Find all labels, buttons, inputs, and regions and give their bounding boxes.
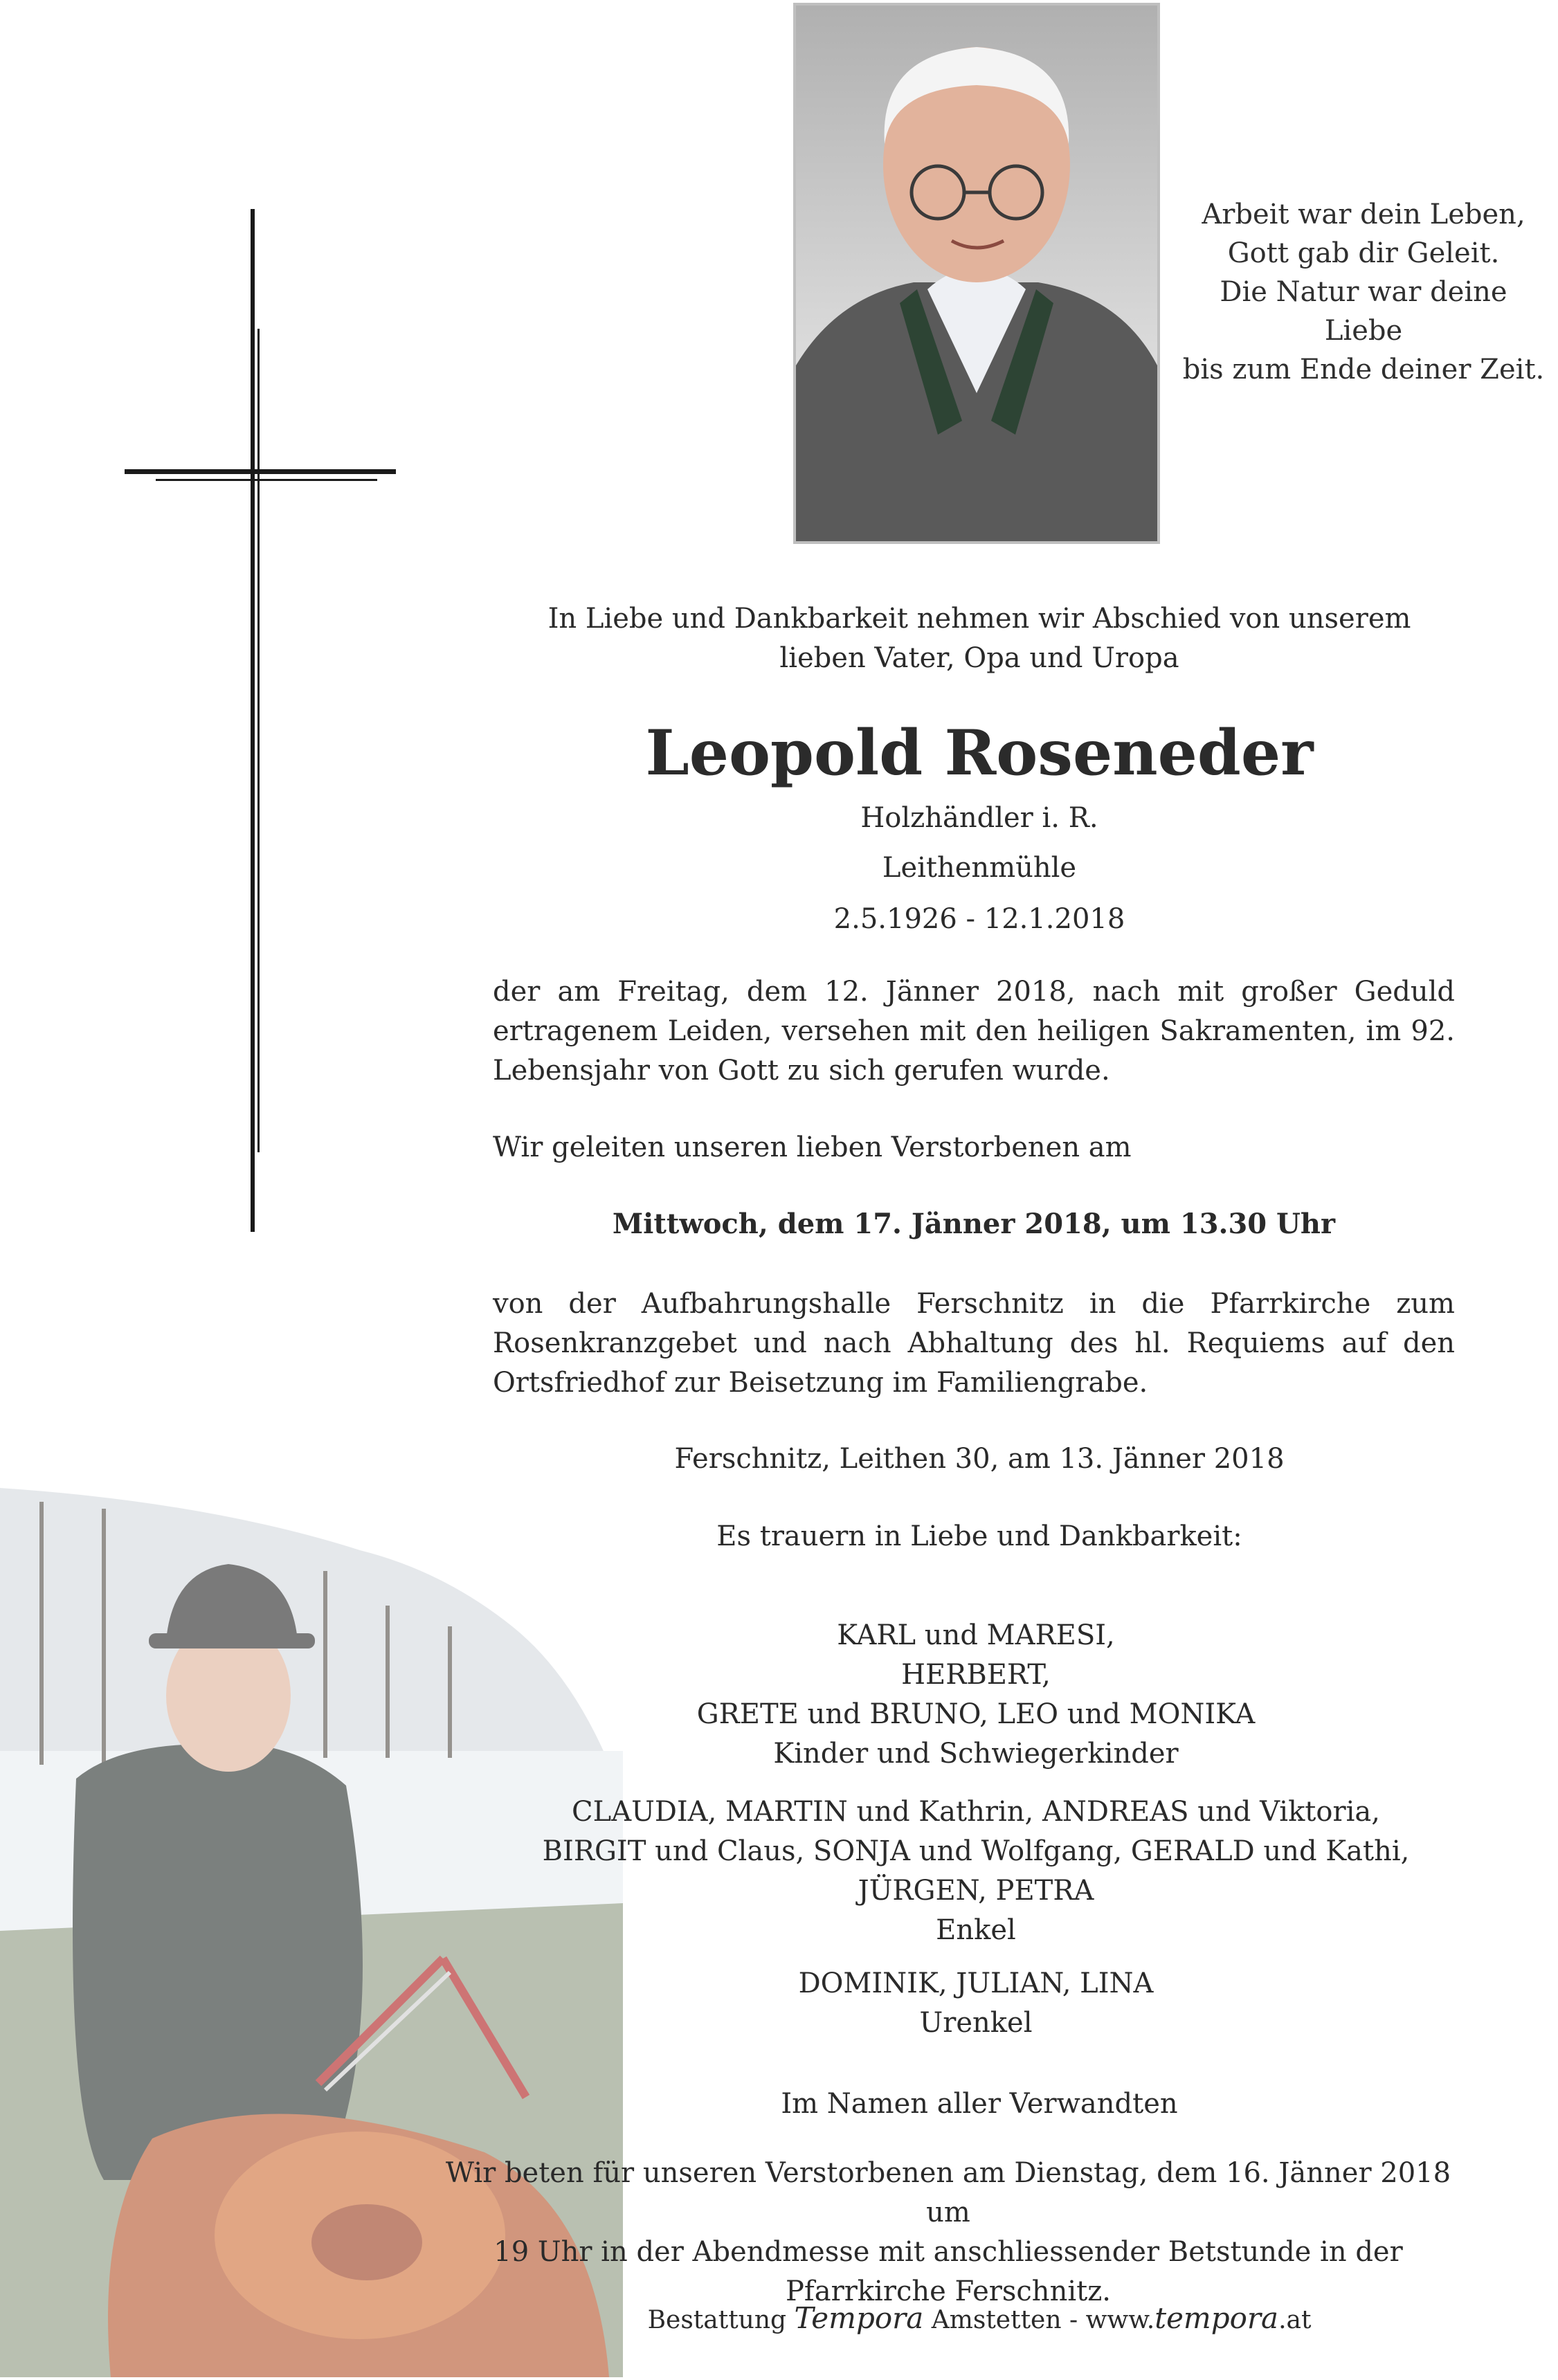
portrait-image bbox=[796, 6, 1157, 541]
list-item: DOMINIK, JULIAN, LINA bbox=[798, 1968, 1154, 1999]
cross-icon-inner-horizontal bbox=[156, 479, 377, 481]
intro-line: In Liebe und Dankbarkeit nehmen wir Abschied von unserem bbox=[547, 603, 1411, 635]
footer-prefix: Bestattung bbox=[647, 2306, 787, 2334]
list-item: Enkel bbox=[936, 1914, 1016, 1946]
poem-line: bis zum Ende deiner Zeit. bbox=[1182, 354, 1545, 385]
life-dates: 2.5.1926 - 12.1.2018 bbox=[833, 903, 1125, 935]
list-item: Kinder und Schwiegerkinder bbox=[773, 1738, 1179, 1770]
list-item: Urenkel bbox=[919, 2007, 1033, 2039]
death-paragraph: der am Freitag, dem 12. Jänner 2018, nach mit großer Geduld ertragenem Leiden, versehen mit den heiligen Sakramenten, im 92. Lebensjahr von Gott zu sich gerufen wurde. bbox=[493, 976, 1455, 1087]
relatives-line: Im Namen aller Verwandten bbox=[781, 2088, 1178, 2120]
residence: Leithenmühle bbox=[882, 852, 1077, 884]
footer bbox=[526, 2301, 1433, 2335]
footer-suffix: .at bbox=[1278, 2306, 1312, 2334]
intro bbox=[526, 599, 1433, 678]
funeral-date: Mittwoch, dem 17. Jänner 2018, um 13.30 Uhr bbox=[612, 1208, 1336, 1240]
portrait-photo bbox=[793, 3, 1160, 544]
cross-icon-vertical bbox=[251, 209, 255, 1232]
grandchildren-list bbox=[484, 1792, 1467, 1950]
list-item: CLAUDIA, MARTIN und Kathrin, ANDREAS und Viktoria, bbox=[572, 1796, 1380, 1828]
brand-url[interactable]: tempora bbox=[1154, 2301, 1279, 2335]
intro-line: lieben Vater, Opa und Uropa bbox=[779, 642, 1179, 674]
brand-logo: Tempora bbox=[794, 2301, 924, 2335]
mourning-line: Es trauern in Liebe und Dankbarkeit: bbox=[716, 1520, 1242, 1552]
poem-line: Arbeit war dein Leben, bbox=[1202, 199, 1525, 230]
cross-icon-horizontal bbox=[125, 469, 396, 474]
poem bbox=[1177, 195, 1550, 389]
escort-paragraph: Wir geleiten unseren lieben Verstorbenen am bbox=[493, 1132, 1132, 1163]
occupation: Holzhändler i. R. bbox=[860, 802, 1098, 834]
list-item: HERBERT, bbox=[901, 1659, 1051, 1691]
prayer-line: Wir beten für unseren Verstorbenen am Dienstag, dem 16. Jänner 2018 um bbox=[445, 2157, 1451, 2228]
prayer-notice bbox=[443, 2154, 1453, 2311]
deceased-name: Leopold Roseneder bbox=[645, 716, 1314, 790]
cross-icon-inner-vertical bbox=[257, 329, 260, 1152]
footer-middle: Amstetten - www. bbox=[931, 2306, 1155, 2334]
list-item: KARL und MARESI, bbox=[837, 1619, 1115, 1651]
prayer-line: Pfarrkirche Ferschnitz. bbox=[786, 2275, 1111, 2307]
list-item: GRETE und BRUNO, LEO und MONIKA bbox=[696, 1698, 1256, 1730]
children-list bbox=[484, 1616, 1467, 1774]
burial-paragraph: von der Aufbahrungshalle Ferschnitz in die Pfarrkirche zum Rosenkranzgebet und nach Abhaltung des hl. Requiems auf den Ortsfriedhof zur Beisetzung im Familiengrabe. bbox=[493, 1288, 1455, 1399]
great-grandchildren-list bbox=[484, 1964, 1467, 2043]
list-item: JÜRGEN, PETRA bbox=[858, 1875, 1094, 1907]
place-date: Ferschnitz, Leithen 30, am 13. Jänner 2018 bbox=[674, 1443, 1285, 1475]
prayer-line: 19 Uhr in der Abendmesse mit anschliessender Betstunde in der bbox=[493, 2236, 1403, 2268]
poem-line: Die Natur war deine Liebe bbox=[1220, 276, 1507, 347]
poem-line: Gott gab dir Geleit. bbox=[1227, 237, 1500, 269]
list-item: BIRGIT und Claus, SONJA und Wolfgang, GERALD und Kathi, bbox=[542, 1835, 1410, 1867]
